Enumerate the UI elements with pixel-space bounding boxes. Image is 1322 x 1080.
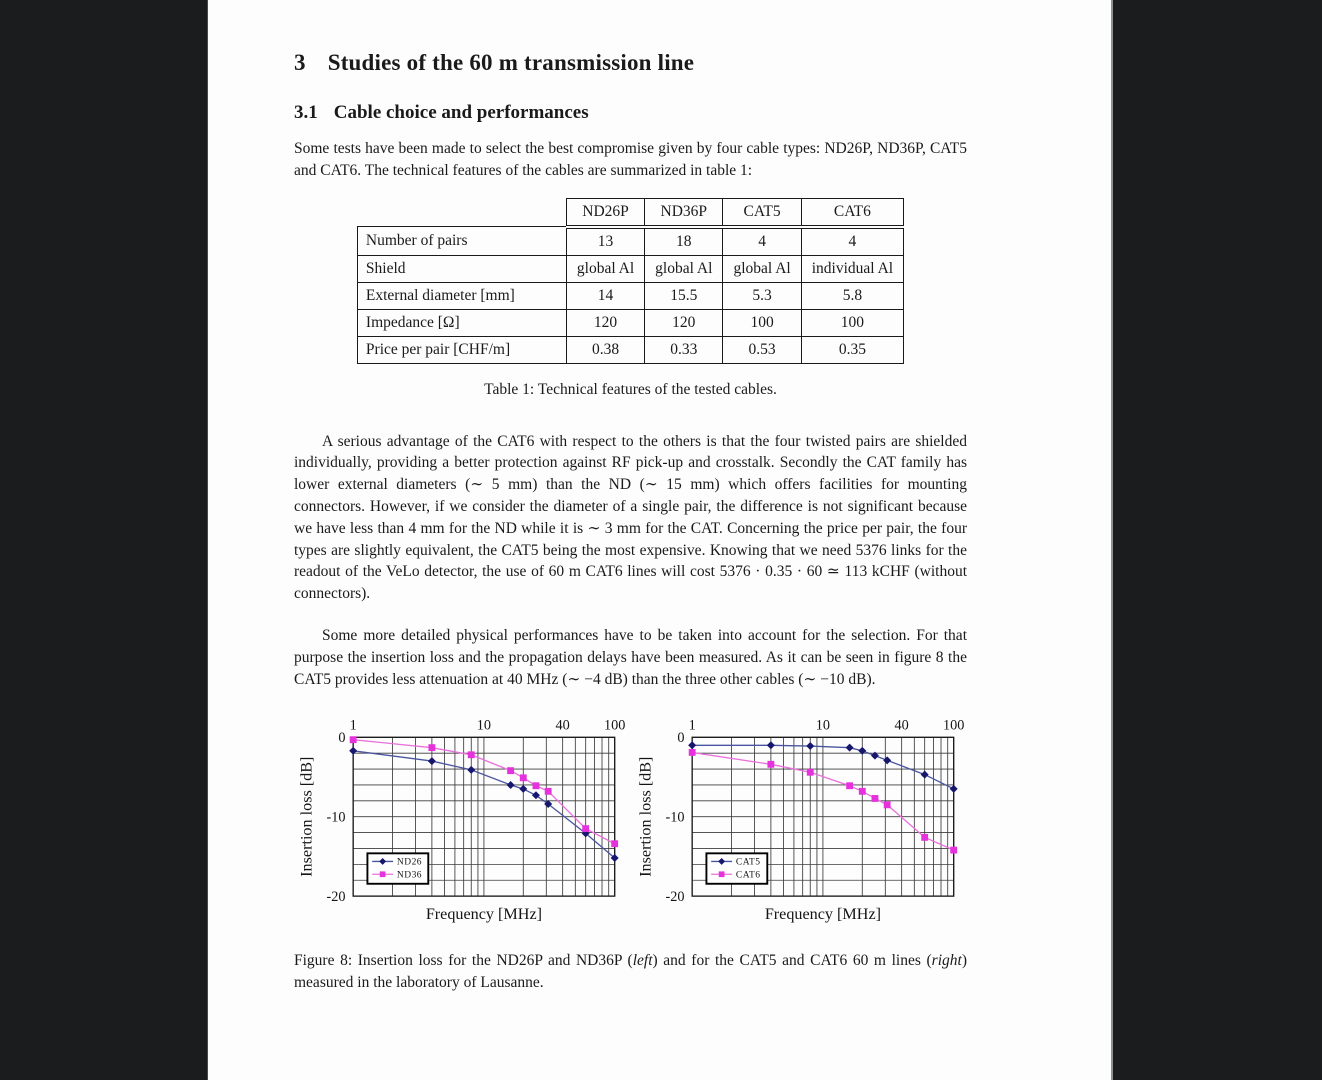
insertion-loss-chart-right [637,710,967,932]
cable-features-table [357,198,904,364]
table-cell: 5.3 [723,282,801,309]
legend-marker-square [380,872,386,878]
x-tick-label: 1 [688,718,696,735]
table-row [357,309,903,336]
table-wrapper [294,198,967,364]
marker-square [689,749,696,756]
marker-diamond [846,744,854,752]
marker-square [520,775,527,782]
table-cell: 4 [723,227,801,256]
table-corner-cell [357,198,566,227]
table-cell: 0.53 [723,336,801,363]
x-tick-label: 100 [603,718,626,735]
y-tick-label: -10 [665,809,685,826]
table-row [357,336,903,363]
paragraph-advantages: A serious advantage of the CAT6 with respect to the others is that the four twisted pairs are shielded individually, providing a better protection against RF pick-up and crosstalk. Secondly the CAT family has lower external diameters (∼ 5 mm) than the ND (∼ 15 mm) which offers facilities for mounting connectors. However, if we consider the diameter of a single pair, the difference is not significant because we have less than 4 mm for the ND while it is ∼ 3 mm for the CAT. Concerning the price per pair, the four types are slightly equivalent, the CAT5 being the most expensive. Knowing that we need 5376 links for the readout of the VeLo detector, the use of 60 m CAT6 lines will cost 5376 · 0.35 · 60 ≃ 113 kCHF (without connectors). [294,432,967,603]
figure-caption-right: right [931,952,962,970]
table-column-header: CAT5 [723,198,801,227]
table-header-row [357,198,903,227]
section-number: 3 [294,50,306,75]
marker-diamond [688,742,696,750]
table-row-label: Shield [357,255,566,282]
marker-square [533,783,540,790]
marker-square [846,783,853,790]
y-tick-label: -20 [326,889,346,906]
y-tick-label: 0 [677,730,685,747]
x-tick-label: 10 [476,718,492,735]
table-cell: 5.8 [801,282,903,309]
x-tick-label: 40 [555,718,570,735]
x-tick-label: 10 [815,718,831,735]
table-cell: 0.33 [645,336,723,363]
figure-8 [298,710,967,932]
marker-square [807,769,814,776]
x-tick-label: 1 [349,718,357,735]
marker-square [767,761,774,768]
document-page [207,0,1113,1080]
marker-diamond [519,785,527,793]
marker-square [582,826,589,833]
table-cell: 18 [645,227,723,256]
table-cell: global Al [723,255,801,282]
legend-label: CAT5 [735,858,761,869]
marker-diamond [467,766,475,774]
marker-square [872,795,879,802]
table-cell: 120 [566,309,644,336]
x-axis-title: Frequency [MHz] [764,906,882,924]
figure-caption-left: left [632,952,653,970]
x-tick-label: 100 [942,718,965,735]
subsection-heading [294,102,967,124]
legend-label: ND26 [396,858,423,869]
table-cell: 0.38 [566,336,644,363]
table-row [357,255,903,282]
legend-marker-square [719,872,725,878]
legend-label: ND36 [396,870,423,881]
table-cell: 100 [801,309,903,336]
document-content [294,0,967,994]
table-cell: 14 [566,282,644,309]
marker-square [859,788,866,795]
marker-diamond [883,757,891,765]
table-row-label: Price per pair [CHF/m] [357,336,566,363]
marker-square [507,768,514,775]
y-axis-title: Insertion loss [dB] [637,756,655,878]
subsection-number: 3.1 [294,102,318,123]
table-cell: 15.5 [645,282,723,309]
marker-diamond [950,785,958,793]
y-tick-label: -10 [326,809,346,826]
table-column-header: ND26P [566,198,644,227]
section-heading [294,50,967,76]
table-cell: 4 [801,227,903,256]
marker-square [921,834,928,841]
y-tick-label: -20 [665,889,685,906]
table-cell: 0.35 [801,336,903,363]
table-cell: 100 [723,309,801,336]
y-axis-title: Insertion loss [dB] [298,756,316,878]
x-axis-title: Frequency [MHz] [425,906,543,924]
figure-caption [294,950,967,994]
marker-diamond [767,742,775,750]
table-cell: global Al [566,255,644,282]
legend-label: CAT6 [735,870,761,881]
table-row [357,227,903,256]
table-row-label: Impedance [Ω] [357,309,566,336]
marker-diamond [921,771,929,779]
table-row [357,282,903,309]
paragraph-performance: Some more detailed physical performances have to be taken into account for the selection. For that purpose the insertion loss and the propagation delays have been measured. As it can be seen in figure 8 the CAT5 provides less attenuation at 40 MHz (∼ −4 dB) than the three other cables (∼ −10 dB). [294,626,967,688]
marker-square [428,745,435,752]
marker-diamond [806,742,814,750]
figure-caption-text: ) and for the CAT5 and CAT6 60 m lines ( [652,952,932,970]
table-cell: 13 [566,227,644,256]
marker-diamond [428,757,436,765]
figure-caption-text: Figure 8: Insertion loss for the ND26P and ND36P ( [294,952,633,970]
table-cell: global Al [645,255,723,282]
table-column-header: ND36P [645,198,723,227]
y-tick-label: 0 [338,730,346,747]
table-row-label: Number of pairs [357,227,566,256]
table-cell: individual Al [801,255,903,282]
marker-square [950,847,957,854]
section-title: Studies of the 60 m transmission line [327,50,695,75]
marker-diamond [507,781,515,789]
table-column-header: CAT6 [801,198,903,227]
figure-caption-text: ) measured in the laboratory of Lausanne. [294,952,967,992]
x-tick-label: 40 [894,718,909,735]
insertion-loss-chart-left [298,710,628,932]
table-caption: Table 1: Technical features of the tested cables. [484,380,777,398]
marker-square [468,752,475,759]
marker-square [350,737,357,744]
table-cell: 120 [645,309,723,336]
marker-square [545,788,552,795]
marker-square [884,802,891,809]
subsection-title: Cable choice and performances [333,102,589,123]
table-row-label: External diameter [mm] [357,282,566,309]
marker-square [611,841,618,848]
paragraph-intro: Some tests have been made to select the best compromise given by four cable types: ND26P, ND36P, CAT5 and CAT6. The technical features of the cables are summarized in table 1: [294,140,967,179]
